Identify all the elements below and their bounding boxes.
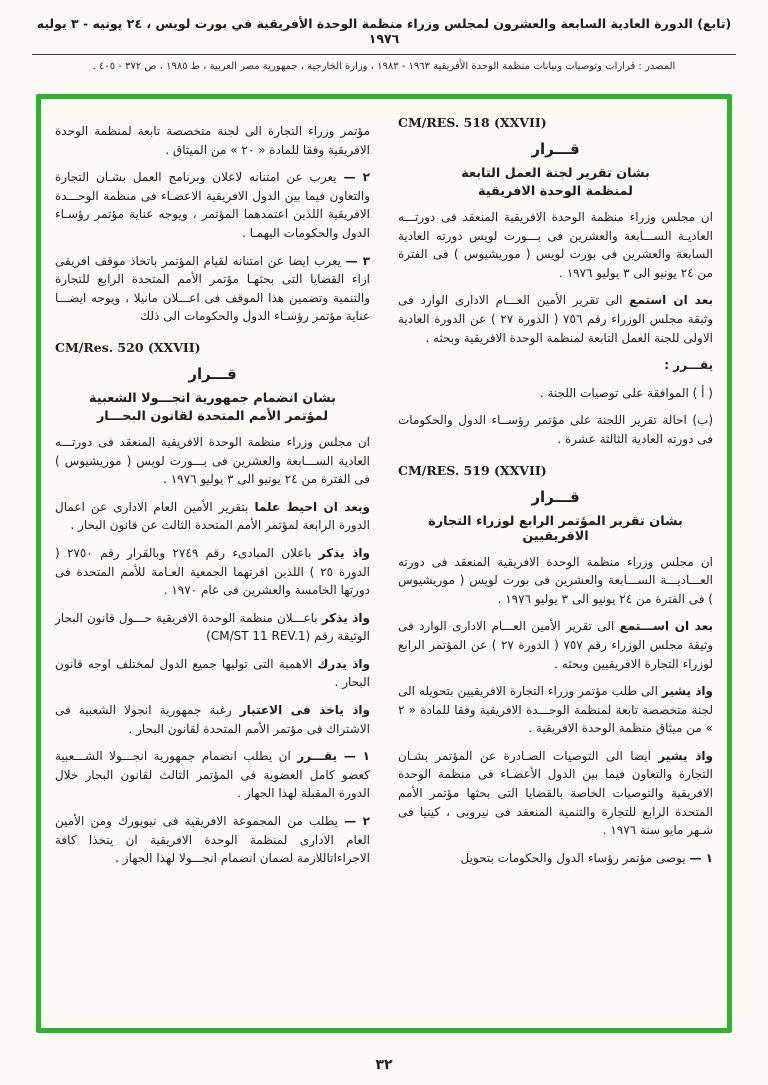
paragraph-text: يعرب ايضا عن امتنانه لقيام المؤتمر باتخاذ موقف افريقى ازاء القضايا التى بحثهـا مؤتمر الأمم المتحدة الرابع للتجارة والتنمية وتضمين هذا الموقف فى اعـــلان مانيلا ، ويوجه ايضـــا عناية مؤتمر رؤسـاء الدول والحكومات الى ذلك	[55, 253, 370, 324]
header-divider	[32, 54, 736, 55]
paragraph-lead: واذ يذكر	[318, 545, 370, 560]
paragraph-lead: ١ —	[689, 850, 713, 865]
paragraph-text: ( أ ) الموافقة على توصيات اللجنة .	[539, 385, 713, 400]
paragraph-text: رغبة جمهورية انجولا الشعبية فى الاشتراك فى مؤتمر الأمم المتحدة لقانون البحار .	[55, 703, 370, 736]
resolution-subtitle: بشان تقرير المؤتمر الرابع لوزراء التجارة الافريقيين	[428, 513, 683, 544]
paragraph-text: ان يطلب انضمام جمهورية انجـــولا الشـــعبية كعضو كامل العضوية فى المؤتمر الثالث لقانون البحار خلال الدورة المقبلة لهذا الجهاز .	[55, 749, 370, 801]
paragraph-lead: ٢ —	[343, 170, 370, 185]
paragraph	[398, 384, 713, 403]
paragraph-lead: واذ يشير	[661, 684, 713, 699]
paragraph	[55, 122, 370, 159]
content-frame	[36, 94, 732, 1033]
paragraph	[55, 433, 370, 489]
paragraph	[55, 544, 370, 600]
page-footer	[0, 1054, 768, 1073]
paragraph-text: مؤتمر وزراء التجارة الى لجنة متخصصة تابعة لمنظمة الوحدة الافريقية وفقا للمادة « ٢٠ » من الميثاق .	[55, 124, 370, 157]
paragraph	[398, 849, 713, 868]
paragraph	[55, 747, 370, 803]
columns	[55, 113, 713, 1014]
paragraph-lead: ١ — يقـــرر	[297, 749, 370, 764]
page-number: ٣٢	[375, 1057, 393, 1073]
paragraph-text: ايضا الى التوصيات الصـادرة عن المؤتمر بشـان التجارة والتعاون فيما بين الدول الأعضـاء فى منظمة الوحدة الافريقية والتوصيات الخاصة بالقضايا التى بحثها مؤتمر الأمم المتحدة الرابع للتجارة والتنمية المنعقد فى نيروبى ، كينيا فى شـهر مايو سنة ١٩٧٦ .	[398, 748, 713, 838]
paragraph	[398, 291, 713, 347]
paragraph-lead: ٢ —	[344, 814, 370, 829]
column-left	[55, 113, 370, 1014]
paragraph	[398, 682, 713, 738]
resolution-subtitle: لمنظمة الوحدة الافريقية	[478, 184, 633, 199]
paragraph	[55, 701, 370, 738]
paragraph-text: ان مجلس وزراء منظمة الوحدة الافريقية المنعقد فى دورتـــه العادية الســـابعة والعشرين فى بـــورت لويس ( موريشيوس ) فى الفترة من ٢٤ يونيو الى ٣ يوليو ١٩٧٦ .	[55, 434, 370, 487]
paragraph-text: الى تقرير الأمين العـــام الادارى الوارد فى وثيقة مجلس الوزراء رقم ٧٥٦ ( الدورة ٢٧ ) عن الدورة العادية الاولى للجنة العمل التابعة لمنظمة الوحدة الافريقية وبحثه .	[398, 293, 713, 345]
paragraph-text: الى تقرير الأمين العـــام الادارى الوارد فى وثيقة مجلس الوزراء رقم ٧٥٧ ( الدورة ٢٧ ) عن المؤتمر الرابع لوزراء التجارة الافريقيين وبحثه .	[398, 619, 713, 671]
paragraph	[398, 617, 713, 673]
paragraph	[55, 812, 370, 868]
paragraph	[55, 498, 370, 535]
paragraph-text: بتقرير الأمين العام الادارى عن اعمال الدورة الرابعة لمؤتمر الأمم المتحدة الثالث عن قانون البحار .	[55, 499, 370, 533]
paragraph-text: يعرب عن امتنانه لاعلان وبرنامج العمل بشـان التجارة والتعاون فيما بين الدول الافريقية الاعضـاء فى منظمة الوحـــدة الافريقية اللذين اعتمدهما المؤتمر ، ويوجه عناية مؤتمر رؤسـاء الدول والحكومات اليهمـا .	[55, 170, 370, 240]
paragraph-text: باعلان المبادىء رقم ٢٧٤٩ وبالقرار رقم ٢٧٥٠ ( الدورة ٢٥ ) اللذين اقرتهما الجمعية العـامة للأمم المتحدة فى دورتها الخامسة والعشرين فى عام ١٩٧٠ .	[55, 545, 370, 598]
paragraph-text: الاهمية التى توليها جميع الدول لمختلف اوجه قانون البحار .	[55, 656, 370, 690]
paragraph-text: ان مجلس وزراء منظمة الوحدة الافريقية المنعقد فى دورته العـــاديـــة الســـابعة والعشرين فى بورت لويس ( موريشيوس ) فى الفترة من ٢٤ يونيو الى ٣ يوليو ١٩٧٦ .	[398, 554, 713, 606]
paragraph	[398, 208, 713, 282]
paragraph-text: الى طلب مؤتمر وزراء التجارة الافريقيين بتحويله الى لجنة متخصصة تابعة لمنظمة الوحـــدة الافريقية وفقا للمادة « ٢ » من ميثاق منظمة الوحدة الافريقية .	[398, 684, 713, 736]
resolution-title: قـــرار	[188, 364, 237, 383]
paragraph	[55, 609, 370, 646]
resolution-ref: CM/RES. 518 (XXVII)	[398, 115, 547, 130]
paragraph-text: ان مجلس وزراء منظمة الوحدة الافريقية المنعقد فى دورتـــه العاديـة الســـابعة والعشرين فى بـــورت لويس دورته العادية السابعة والعشرين فى بورت لويس ( موريشيوس ) فى الفترة من ٢٤ يونيو الى ٣ يوليو ١٩٧٦ .	[398, 210, 713, 280]
resolution-title: قـــرار	[531, 140, 580, 158]
paragraph-text: يطلب من المجموعة الافريقية فى نيويورك ومن الأمين العام الادارى لمنظمة الوحدة الافريقية ان يتخذا كافة الاجراءاتاللازمة لضمان انضمام انجـــولا لهذا الجهاز .	[55, 814, 370, 866]
paragraph	[55, 168, 370, 242]
paragraph-text: (ب) احالة تقرير اللجنة على مؤتمر رؤســاء الدول والحكومات فى دورته العادية الثالثة عشرة .	[398, 413, 713, 446]
paragraph-lead: واذ يذكر	[321, 610, 370, 625]
paragraph	[398, 747, 713, 840]
resolution-subtitle: بشان انضمام جمهورية انجـــولا الشعبية	[89, 390, 336, 406]
paragraph-lead: يقـــرر :	[664, 358, 713, 373]
paragraph-lead: وبعد ان احيط علما	[254, 499, 370, 514]
session-header: (تابع) الدورة العادية السابعة والعشرون لمجلس وزراء منظمة الوحدة الأفريقية في بورت لويس ، ٢٤ يونيه - ٣ يوليه ١٩٧٦	[36, 16, 732, 46]
resolution-title: قـــرار	[531, 487, 580, 506]
source-line: المصدر : قرارات وتوصيات وبيانات منظمة الوحدة الأفريقية ١٩٦٣ - ١٩٨٣ ، وزارة الخارجية ، جمهورية مصر العربية ، ط ١٩٨٥ ، ص ٣٧٢ - ٤٠٥ .	[92, 61, 676, 72]
page-header	[28, 16, 740, 72]
paragraph	[398, 356, 713, 375]
resolution-ref: CM/Res. 520 (XXVII)	[55, 339, 201, 355]
paragraph-lead: بعد ان استمع	[629, 293, 713, 308]
resolution-subtitle: بشان تقرير لجنة العمل التابعة	[461, 166, 650, 181]
resolution-ref: CM/RES. 519 (XXVII)	[398, 462, 547, 478]
paragraph	[55, 655, 370, 692]
paragraph-text: يوصى مؤتمر رؤساء الدول والحكومات بتحويل	[460, 850, 690, 865]
paragraph-lead: واذ يدرك	[317, 656, 370, 671]
column-right	[398, 113, 713, 1014]
paragraph-lead: واذ ياخذ فى الاعتبار	[239, 703, 370, 718]
paragraph	[398, 411, 713, 448]
paragraph	[55, 252, 370, 326]
paragraph-lead: بعد ان اســـتمع	[619, 619, 713, 634]
paragraph-lead: واذ يشير	[658, 748, 713, 763]
paragraph-text: باعـــلان منظمة الوحدة الافريقية حـــول قانون البحار الوثيقة رقم (CM/ST 11 REV.1)	[55, 610, 370, 644]
paragraph	[398, 553, 713, 609]
resolution-subtitle: لمؤتمر الأمم المتحدة لقانون البحـــار	[96, 408, 329, 424]
paragraph-lead: ٣ —	[345, 253, 370, 268]
